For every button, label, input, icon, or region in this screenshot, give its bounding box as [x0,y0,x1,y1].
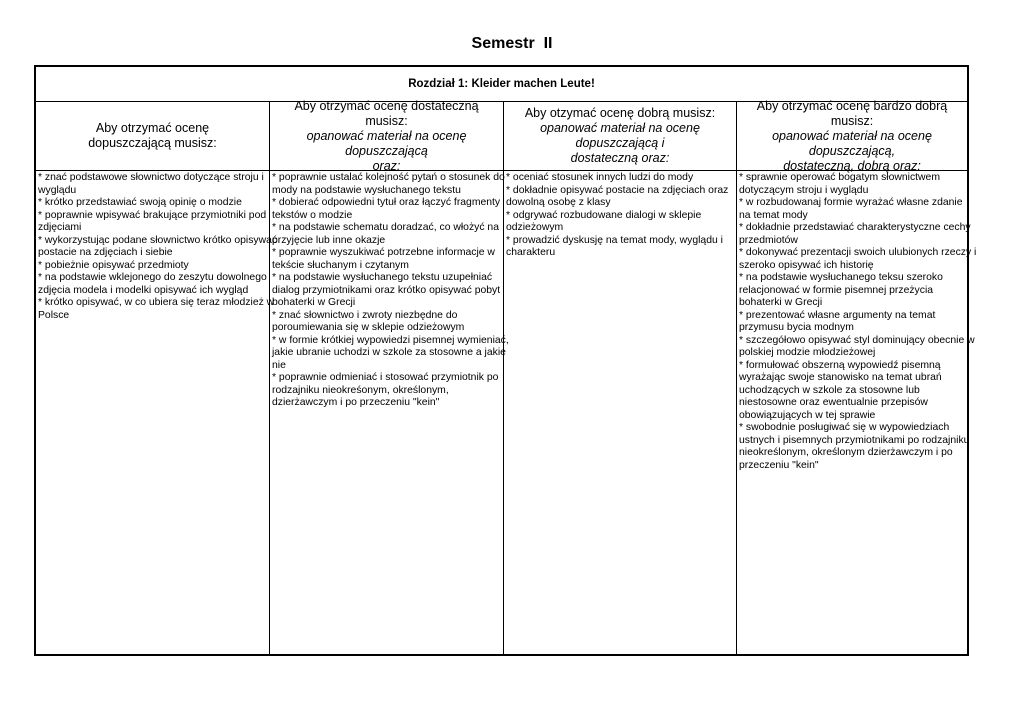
header-line: dostateczną, dobrą oraz: [783,158,921,173]
requirement-line: * swobodnie posługiwać się w wypowiedziach [739,422,950,433]
requirement-line: * na podstawie wysłuchanego tekstu uzupełniać [272,272,493,283]
requirement-line: relacjonować w formie pisemnej przeżycia [739,284,934,296]
requirement-line: odzieżowym [506,222,564,233]
header-line: Aby otzymać ocenę dobrą musisz: [524,106,716,120]
requirement-line: wyrażając swoje stanowisko na temat ubrań [739,372,942,383]
header-line: Aby otrzymać ocenę [95,121,210,135]
header-line: dostateczną oraz: [570,151,670,165]
requirement-line: * poprawnie ustalać kolejność pytań o stosunek do [272,172,505,183]
requirement-line: * znać podstawowe słownictwo dotyczące stroju i [38,172,264,183]
requirement-line: szeroko opisywać ich historię [739,259,874,271]
requirement-line: bohaterki w Grecji [739,297,823,308]
column-header [270,98,503,173]
header-line: dopuszczającą musisz: [88,136,217,150]
requirement-line: obowiązujących w tej sprawie [739,409,876,421]
chapter-title: Rozdział 1: Kleider machen Leute! [36,67,967,102]
requirement-line: mody na podstawie wysłuchanego tekstu [272,184,461,196]
requirement-line: * poprawnie odmieniać i stosować przymiotnik po [272,372,499,383]
requirement-line: nieokreślonym, określonym dzierżawczym i po [739,447,953,458]
requirement-line: * dokładnie przedstawiać charakterystyczne cechy [739,222,971,233]
requirement-line: * dobierać odpowiedni tytuł oraz łączyć fragmenty [272,197,501,208]
requirement-line: nie [272,359,286,371]
requirement-line: dzierżawczym i po przeczeniu "kein" [272,397,440,408]
requirement-line: * pobieżnie opisywać przedmioty [38,259,189,271]
column-header [36,102,269,171]
requirement-line: poroumiewania się w sklepie odzieżowym [272,322,465,333]
requirement-line: ustnych i pisemnych przymiotnikami po rodzajniku [739,434,970,446]
requirement-line: przedmiotów [739,234,798,246]
header-line: Aby otrzymać ocenę dostateczną musisz: [294,98,479,128]
column-body [737,171,977,472]
column-body [36,171,278,322]
header-line: opanować materiał na ocenę dopuszczającą, [772,128,932,158]
requirement-line: * w formie krótkiej wypowiedzi pisemnej wymieniać, [272,334,509,346]
requirement-line: * szczegółowo opisywać styl dominujący obecnie w [739,334,975,346]
requirement-line: * w rozbudowanaj formie wyrażać własne zdanie [739,197,963,208]
requirement-line: bohaterki w Grecji [272,297,356,308]
requirement-line: * oceniać stosunek innych ludzi do mody [506,172,694,183]
requirement-line: wyglądu [38,184,77,196]
requirement-line: * dokonywać prezentacji swoich ulubionych rzeczy i [739,247,977,258]
column-grade-dopuszczajaca [36,102,278,654]
requirement-line: * znać słownictwo i zwroty niezbędne do [272,309,458,321]
page-title: Semestr II [471,35,553,52]
requirement-line: polskiej modzie młodzieżowej [739,347,876,358]
requirement-line: postacie na zdjęciach i siebie [38,247,173,258]
column-header [504,102,736,171]
requirement-line: zdjęcia modela i modelki opisywać ich wygląd [38,284,249,296]
requirement-line: * na podstawie schematu doradzać, co włożyć na [272,222,499,233]
requirement-line: dotyczącym stroju i wyglądu [739,184,869,196]
column-header [737,98,967,173]
requirement-line: na temat mody [739,209,808,221]
requirement-line: * prezentować własne argumenty na temat [739,309,936,321]
requirement-line: rodzajniku nieokreśonym, określonym, [272,384,449,396]
requirement-line: * krótko opisywać, w co ubiera się teraz młodzież w [38,297,275,308]
requirement-line: * formułować obszerną wypowiedź pisemną [739,359,941,371]
column-grade-dobra [503,102,736,654]
column-grade-bardzo-dobra [736,98,977,654]
column-body [270,171,509,410]
header-line: Aby otrzymać ocenę bardzo dobrą musisz: [756,98,948,128]
header-line: opanować materiał na ocenę dopuszczającą i [540,121,700,150]
requirement-line: charakteru [506,247,556,258]
requirement-line: tekstów o modzie [272,209,353,221]
requirement-line: jakie ubranie uchodzi w szkole za stosowne a jakie [272,347,506,358]
requirement-line: zdjęciami [38,222,82,233]
column-grade-dostateczna [269,98,509,654]
requirement-line: * poprawnie wyszukiwać potrzebne informacje w [272,247,495,258]
requirement-line: niestosowne oraz ewentualnie przepisów [739,397,928,408]
requirement-line: przyjęcie lub inne okazje [272,234,386,246]
requirement-line: * poprawnie wpisywać brakujące przymiotniki pod [38,209,267,221]
requirement-line: * krótko przedstawiać swoją opinię o modzie [38,197,242,208]
requirement-line: przymusu bycia modnym [739,322,854,333]
requirement-line: * na podstawie wysłuchanego teksu szeroko [739,272,943,283]
requirement-line: * na podstawie wklejonego do zeszytu dowolnego [38,272,267,283]
requirement-line: * odgrywać rozbudowane dialogi w sklepie [506,209,702,221]
requirement-line: tekście słuchanym i czytanym [272,259,409,271]
requirement-line: przeczeniu "kein" [739,459,819,471]
header-line: opanować materiał na ocenę dopuszczającą [306,128,467,158]
requirement-line: * prowadzić dyskusję na temat mody, wyglądu i [506,234,723,246]
requirement-line: dowolną osobę z klasy [506,197,611,208]
requirements-table [34,65,977,656]
column-body [504,171,736,260]
requirement-line: dialog przymiotnikami oraz krótko opisywać pobyt [272,284,501,296]
requirement-line: * dokładnie opisywać postacie na zdjęciach oraz [506,184,729,196]
requirement-line: Polsce [38,309,70,321]
requirement-line: * sprawnie operować bogatym słownictwem [739,172,940,183]
requirement-line: * wykorzystując podane słownictwo krótko opisywać [38,234,278,246]
header-line: oraz: [372,158,401,173]
requirement-line: uchodzących w szkole za stosowne lub [739,384,920,396]
